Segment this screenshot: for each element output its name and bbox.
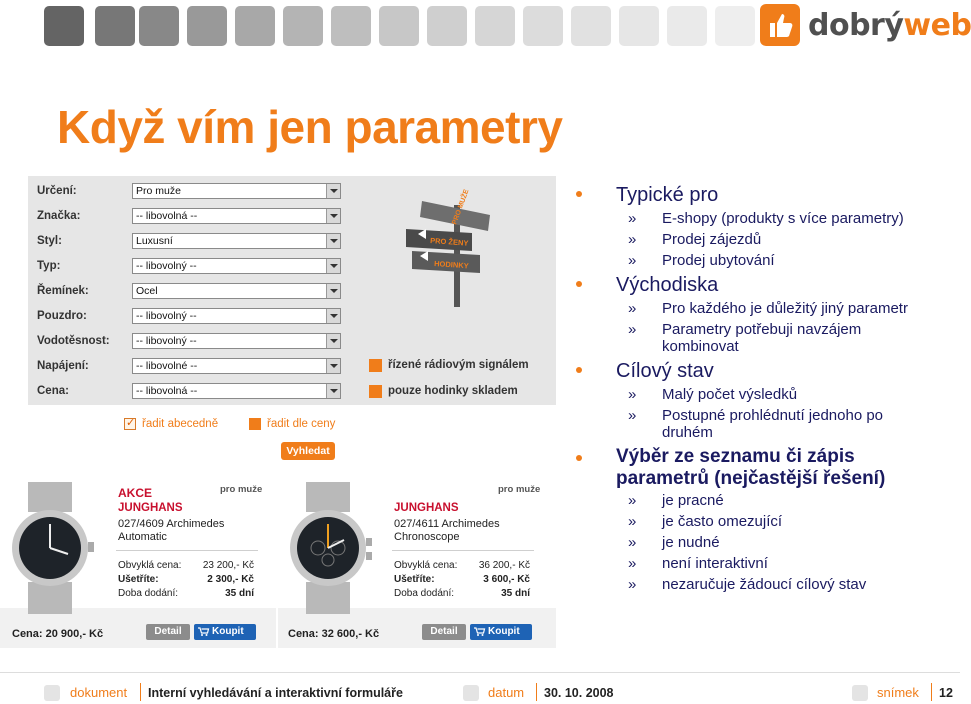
product-model[interactable]: 027/4611 Archimedes	[394, 518, 500, 530]
decorative-square	[95, 6, 135, 46]
select-value: -- libovolný --	[136, 335, 197, 347]
decorative-square	[571, 6, 611, 46]
footer-slide-label: snímek	[877, 685, 919, 700]
chevron-down-icon	[326, 359, 340, 373]
signpost-text-women: PRO ŽENY	[429, 236, 469, 248]
list-item-text: není interaktivní	[662, 555, 768, 572]
section-title: Typické pro	[616, 184, 719, 206]
buy-button[interactable]	[194, 624, 256, 640]
signpost-text-watches: HODINKY	[433, 259, 469, 271]
product-gender: pro muže	[220, 484, 263, 495]
chevron-down-icon	[326, 184, 340, 198]
in-stock-checkbox[interactable]	[369, 385, 382, 398]
section-title-continuation: parametrů (nejčastější řešení)	[616, 468, 886, 489]
field-label: Cena:	[37, 385, 69, 397]
product-model-variant: Automatic	[118, 531, 167, 543]
form-row-znacka	[36, 207, 356, 227]
sort-price-label: řadit dle ceny	[267, 418, 336, 430]
list-item-text: Postupné prohlédnutí jednoho po	[662, 407, 884, 424]
product-brand[interactable]: JUNGHANS	[118, 502, 183, 514]
section-title: Výběr ze seznamu či zápis	[616, 446, 855, 467]
select-vodotesnost[interactable]	[132, 333, 341, 349]
select-value: -- libovolný --	[136, 260, 197, 272]
chevron-down-icon	[326, 334, 340, 348]
logo-wordmark	[808, 8, 971, 43]
select-cena[interactable]	[132, 383, 341, 399]
select-value: Ocel	[136, 285, 158, 297]
select-value: Luxusní	[136, 235, 173, 247]
decorative-square	[619, 6, 659, 46]
chevron-down-icon	[326, 259, 340, 273]
raquo-glyph: »	[628, 300, 637, 317]
list-item-text: je nudné	[662, 534, 720, 551]
form-row-typ	[36, 257, 356, 277]
decorative-square	[187, 6, 227, 46]
footer-doc-value: Interní vyhledávání a interaktivní formuláře	[148, 686, 403, 700]
product-price: Cena: 20 900,- Kč	[12, 628, 104, 640]
detail-button[interactable]: Detail	[146, 624, 190, 640]
select-typ[interactable]	[132, 258, 341, 274]
footer-separator	[140, 683, 141, 701]
field-label: Vodotěsnost:	[37, 335, 110, 347]
decorative-square	[139, 6, 179, 46]
list-item-text: Prodej zájezdů	[662, 231, 762, 248]
logo-text-web: web	[903, 8, 971, 43]
footer-square	[463, 685, 479, 701]
select-reminek[interactable]	[132, 283, 341, 299]
product-price: Cena: 32 600,- Kč	[288, 628, 380, 640]
save-label: Ušetříte:	[118, 574, 159, 585]
list-item-text: kombinovat	[662, 338, 739, 355]
list-item-text: nezaručuje žádoucí cílový stav	[662, 576, 867, 593]
form-row-reminek	[36, 282, 356, 302]
field-label: Styl:	[37, 235, 62, 247]
select-value: -- libovolný --	[136, 310, 197, 322]
decorative-square	[715, 6, 755, 46]
raquo-glyph: »	[628, 252, 637, 269]
decorative-square	[283, 6, 323, 46]
chevron-down-icon	[326, 209, 340, 223]
decorative-square	[667, 6, 707, 46]
sort-alpha-checkbox[interactable]	[124, 418, 136, 430]
watch-image	[284, 482, 372, 614]
select-styl[interactable]	[132, 233, 341, 249]
buy-button-label: Koupit	[488, 626, 520, 637]
thumbs-up-icon	[760, 4, 800, 46]
save-label: Ušetříte:	[394, 574, 435, 585]
form-row-napajeni	[36, 357, 356, 377]
list-item-text: Malý počet výsledků	[662, 386, 798, 403]
chevron-down-icon	[326, 309, 340, 323]
product-model-variant: Chronoscope	[394, 531, 460, 543]
form-row-pouzdro	[36, 307, 356, 327]
select-znacka[interactable]	[132, 208, 341, 224]
field-label: Určení:	[37, 185, 77, 197]
raquo-glyph: »	[628, 576, 637, 593]
form-row-vodotesnost	[36, 332, 356, 352]
chevron-down-icon	[326, 284, 340, 298]
select-value: -- libovolná --	[136, 210, 198, 222]
raquo-glyph: »	[628, 534, 637, 551]
cart-icon	[474, 627, 485, 636]
search-button[interactable]: Vyhledat	[281, 442, 335, 460]
logo-text-dobry: dobrý	[808, 8, 904, 43]
chevron-down-icon	[326, 384, 340, 398]
select-urceni[interactable]	[132, 183, 341, 199]
divider	[392, 550, 534, 551]
buy-button[interactable]	[470, 624, 532, 640]
bullet-dot	[576, 281, 582, 287]
decorative-square	[475, 6, 515, 46]
regular-price-label: Obvyklá cena:	[394, 560, 458, 571]
footer-separator	[536, 683, 537, 701]
raquo-glyph: »	[628, 492, 637, 509]
cart-icon	[198, 627, 209, 636]
delivery-value: 35 dní	[501, 588, 530, 599]
decorative-square	[523, 6, 563, 46]
form-row-styl	[36, 232, 356, 252]
product-gender: pro muže	[498, 484, 541, 495]
select-value: -- libovolná --	[136, 385, 198, 397]
section-title: Cílový stav	[616, 360, 714, 382]
radio-signal-label: řízené rádiovým signálem	[388, 359, 529, 371]
select-pouzdro[interactable]	[132, 308, 341, 324]
field-label: Pouzdro:	[37, 310, 87, 322]
delivery-label: Doba dodání:	[118, 588, 179, 599]
decorative-square	[427, 6, 467, 46]
chevron-down-icon	[326, 234, 340, 248]
bullet-dot	[576, 191, 582, 197]
form-row-cena	[36, 382, 356, 402]
slide-title: Když vím jen parametry	[57, 101, 563, 153]
regular-price-label: Obvyklá cena:	[118, 560, 182, 571]
list-item-text: Prodej ubytování	[662, 252, 775, 269]
regular-price-value: 23 200,- Kč	[202, 560, 254, 571]
footer-square	[44, 685, 60, 701]
signpost-text-men: PRO MUŽE	[451, 188, 471, 226]
raquo-glyph: »	[628, 555, 637, 572]
field-label: Značka:	[37, 210, 81, 222]
buy-button-label: Koupit	[212, 626, 244, 637]
divider	[116, 550, 258, 551]
section-title: Východiska	[616, 274, 719, 296]
footer-date-label: datum	[488, 685, 525, 700]
save-value: 2 300,- Kč	[207, 574, 254, 585]
footer-doc-label: dokument	[70, 685, 128, 700]
form-row-urceni	[36, 182, 356, 202]
decorative-square-strip	[44, 6, 754, 46]
footer-date-value: 30. 10. 2008	[544, 686, 614, 700]
field-label: Řemínek:	[37, 285, 89, 297]
list-item-text: Parametry potřebuji navzájem	[662, 321, 862, 338]
raquo-glyph: »	[628, 210, 637, 227]
regular-price-value: 36 200,- Kč	[478, 560, 530, 571]
sort-price-checkbox[interactable]	[249, 418, 261, 430]
dobryweb-logo	[760, 4, 971, 48]
save-value: 3 600,- Kč	[483, 574, 530, 585]
radio-signal-checkbox[interactable]	[369, 359, 382, 372]
product-card	[278, 478, 556, 648]
raquo-glyph: »	[628, 386, 637, 403]
bullet-dot	[576, 455, 582, 461]
list-item-text: E-shopy (produkty s více parametry)	[662, 210, 904, 227]
watch-image	[6, 482, 94, 614]
delivery-value: 35 dní	[225, 588, 254, 599]
bullet-dot	[576, 367, 582, 373]
select-value: -- libovolné --	[136, 360, 198, 372]
field-label: Napájení:	[37, 360, 89, 372]
raquo-glyph: »	[628, 231, 637, 248]
list-item-text: druhém	[662, 424, 713, 441]
signpost-illustration	[398, 185, 508, 310]
in-stock-label: pouze hodinky skladem	[388, 385, 518, 397]
footer-square	[852, 685, 868, 701]
sort-alpha-label: řadit abecedně	[142, 418, 219, 430]
field-label: Typ:	[37, 260, 61, 272]
product-card	[0, 478, 276, 648]
product-brand[interactable]: JUNGHANS	[394, 502, 459, 514]
select-napajeni[interactable]	[132, 358, 341, 374]
footer-slide-value: 12	[939, 686, 953, 700]
footer-separator	[931, 683, 932, 701]
sale-badge: AKCE	[118, 486, 153, 500]
list-item-text: Pro každého je důležitý jiný parametr	[662, 300, 908, 317]
raquo-glyph: »	[628, 407, 637, 424]
decorative-square	[379, 6, 419, 46]
delivery-label: Doba dodání:	[394, 588, 455, 599]
select-value: Pro muže	[136, 185, 181, 197]
list-item-text: je pracné	[662, 492, 724, 509]
list-item-text: je často omezující	[662, 513, 783, 530]
raquo-glyph: »	[628, 321, 637, 338]
slide-footer	[0, 672, 960, 704]
raquo-glyph: »	[628, 513, 637, 530]
decorative-square	[44, 6, 84, 46]
product-model[interactable]: 027/4609 Archimedes	[118, 518, 225, 530]
decorative-square	[235, 6, 275, 46]
decorative-square	[331, 6, 371, 46]
detail-button[interactable]: Detail	[422, 624, 466, 640]
